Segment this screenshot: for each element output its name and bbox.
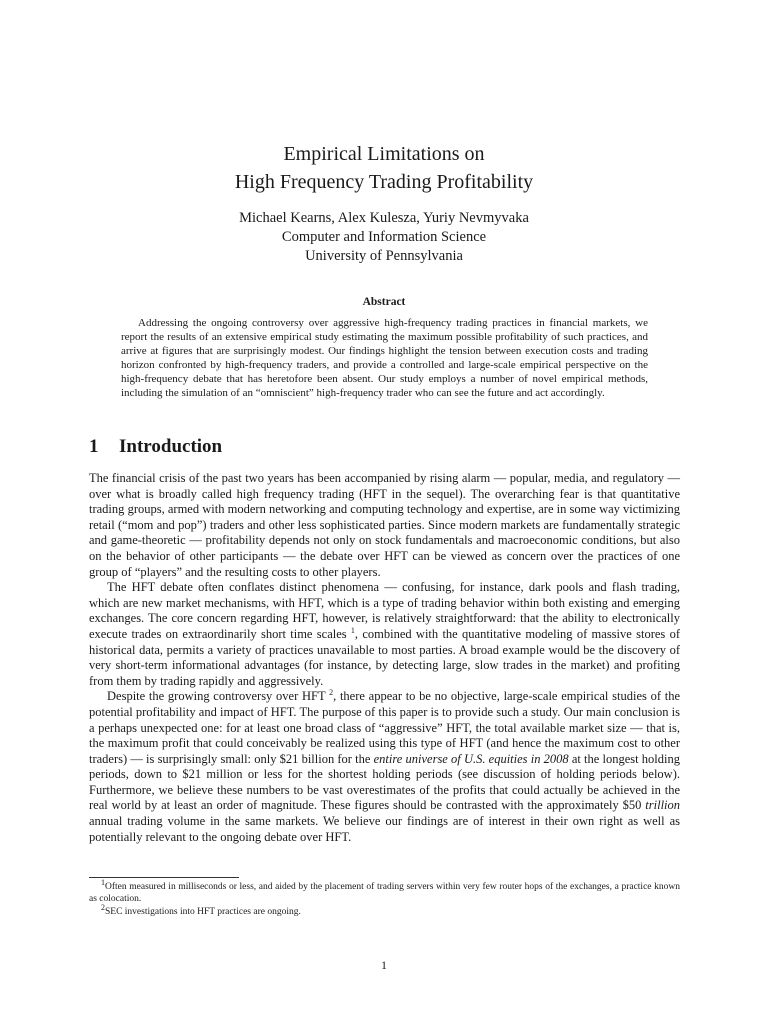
footnote-2 <box>89 902 680 918</box>
footnote-1 <box>89 877 680 906</box>
emphasis-trillion: trillion <box>645 798 681 813</box>
paragraph-3: Despite the growing controversy over HFT $^2$, there appear to be no objective, large-scale empirical studies of the potential profitability and impact of HFT. The purpose of this paper is to provide such a study. Our main conclusion is a perhaps unexpected one: for at least one broad class of “aggressive” HFT, the total available market size — that is, the maximum profit that could conceivably be realized using this type of HFT (and hence the maximum cost to other traders) — is surprisingly small: only $21 billion for the entire universe of U.S. equities in 2008 at the longest holding periods, down to $21 million or less for the shortest holding periods (see discussion of holding periods below). Furthermore, we believe these numbers to be vast overestimates of the profits that could actually be achieved in the real world by at least an order of magnitude. These figures should be contrasted with the approximately $50 trillion annual trading volume in the same markets. We believe our findings are of interest in their own right as well as potentially relevant to the ongoing debate over HFT. <box>89 688 681 844</box>
footnote-rule <box>89 877 239 878</box>
author-block <box>0 209 768 266</box>
section-number: 1 <box>89 436 99 457</box>
author-university: University of Pennsylvania <box>305 248 463 264</box>
author-department: Computer and Information Science <box>281 229 487 245</box>
abstract-text: Addressing the ongoing controversy over aggressive high-frequency trading practices in financial markets, we report the results of an extensive empirical study estimating the maximum possible profitability of such practices, and arrive at figures that are surprisingly modest. Our findings highlight the tension between execution costs and trading horizon confronted by high-frequency traders, and provide a controlled and large-scale empirical perspective on the high-frequency debate that has heretofore been absent. Our study employs a number of novel empirical methods, including the simulation of an “omniscient” high-frequency trader who can see the future and act accordingly. <box>121 317 648 399</box>
emphasis-entire-universe: entire universe of U.S. equities in 2008 <box>373 751 569 766</box>
footnote-ref-2: 2 <box>329 688 334 698</box>
title-line-2: High Frequency Trading Profitability <box>234 171 534 193</box>
body-text <box>89 471 680 845</box>
section-heading <box>89 436 222 458</box>
footnote-ref-1: 1 <box>350 625 355 635</box>
footnote-2-text: SEC investigations into HFT practices are ongoing. <box>105 907 301 917</box>
paragraph-2: The HFT debate often conflates distinct phenomena — confusing, for instance, dark pools and flash trading, which are new market mechanisms, with HFT, which is a type of trading behavior within both existing and emerging exchanges. The core concern regarding HFT, however, is relatively straightforward: that the ability to electronically execute trades on extraordinarily short time scales $^1$, combined with the quantitative modeling of massive stores of historical data, permits a variety of practices unavailable to most parties. A broad example would be the discovery of very short-term informational advantages (for instance, by detecting large, slow trades in the market) and profiting from them by trading rapidly and aggressively. <box>89 580 680 688</box>
author-names: Michael Kearns, Alex Kulesza, Yuriy Nevmyvaka <box>239 210 529 226</box>
footnote-2-mark: 2 <box>101 902 105 912</box>
paper-title <box>0 140 768 196</box>
abstract-heading: Abstract <box>362 296 406 308</box>
footnote-1-text: Often measured in milliseconds or less, and aided by the placement of trading servers within very few router hops of the exchanges, a practice known as colocation. <box>89 882 680 905</box>
footnote-1-mark: 1 <box>101 877 105 887</box>
section-title: Introduction <box>119 436 223 457</box>
title-line-1: Empirical Limitations on <box>283 143 485 165</box>
page-number: 1 <box>381 958 387 972</box>
paragraph-1: The financial crisis of the past two years has been accompanied by rising alarm — popular, media, and regulatory — over what is broadly called high frequency trading (HFT in the sequel). The overarching fear is that quantitative trading groups, armed with modern networking and computing technology and expertise, are in some way victimizing retail (“mom and pop”) traders and other less sophisticated parties. Since modern markets are fundamentally strategic and game-theoretic — profitability depends not only on stock fundamentals and macroeconomic conditions, but also on the behavior of other participants — the debate over HFT can be viewed as concern over the practices of one group of “players” and the resulting costs to other players. <box>89 471 680 579</box>
